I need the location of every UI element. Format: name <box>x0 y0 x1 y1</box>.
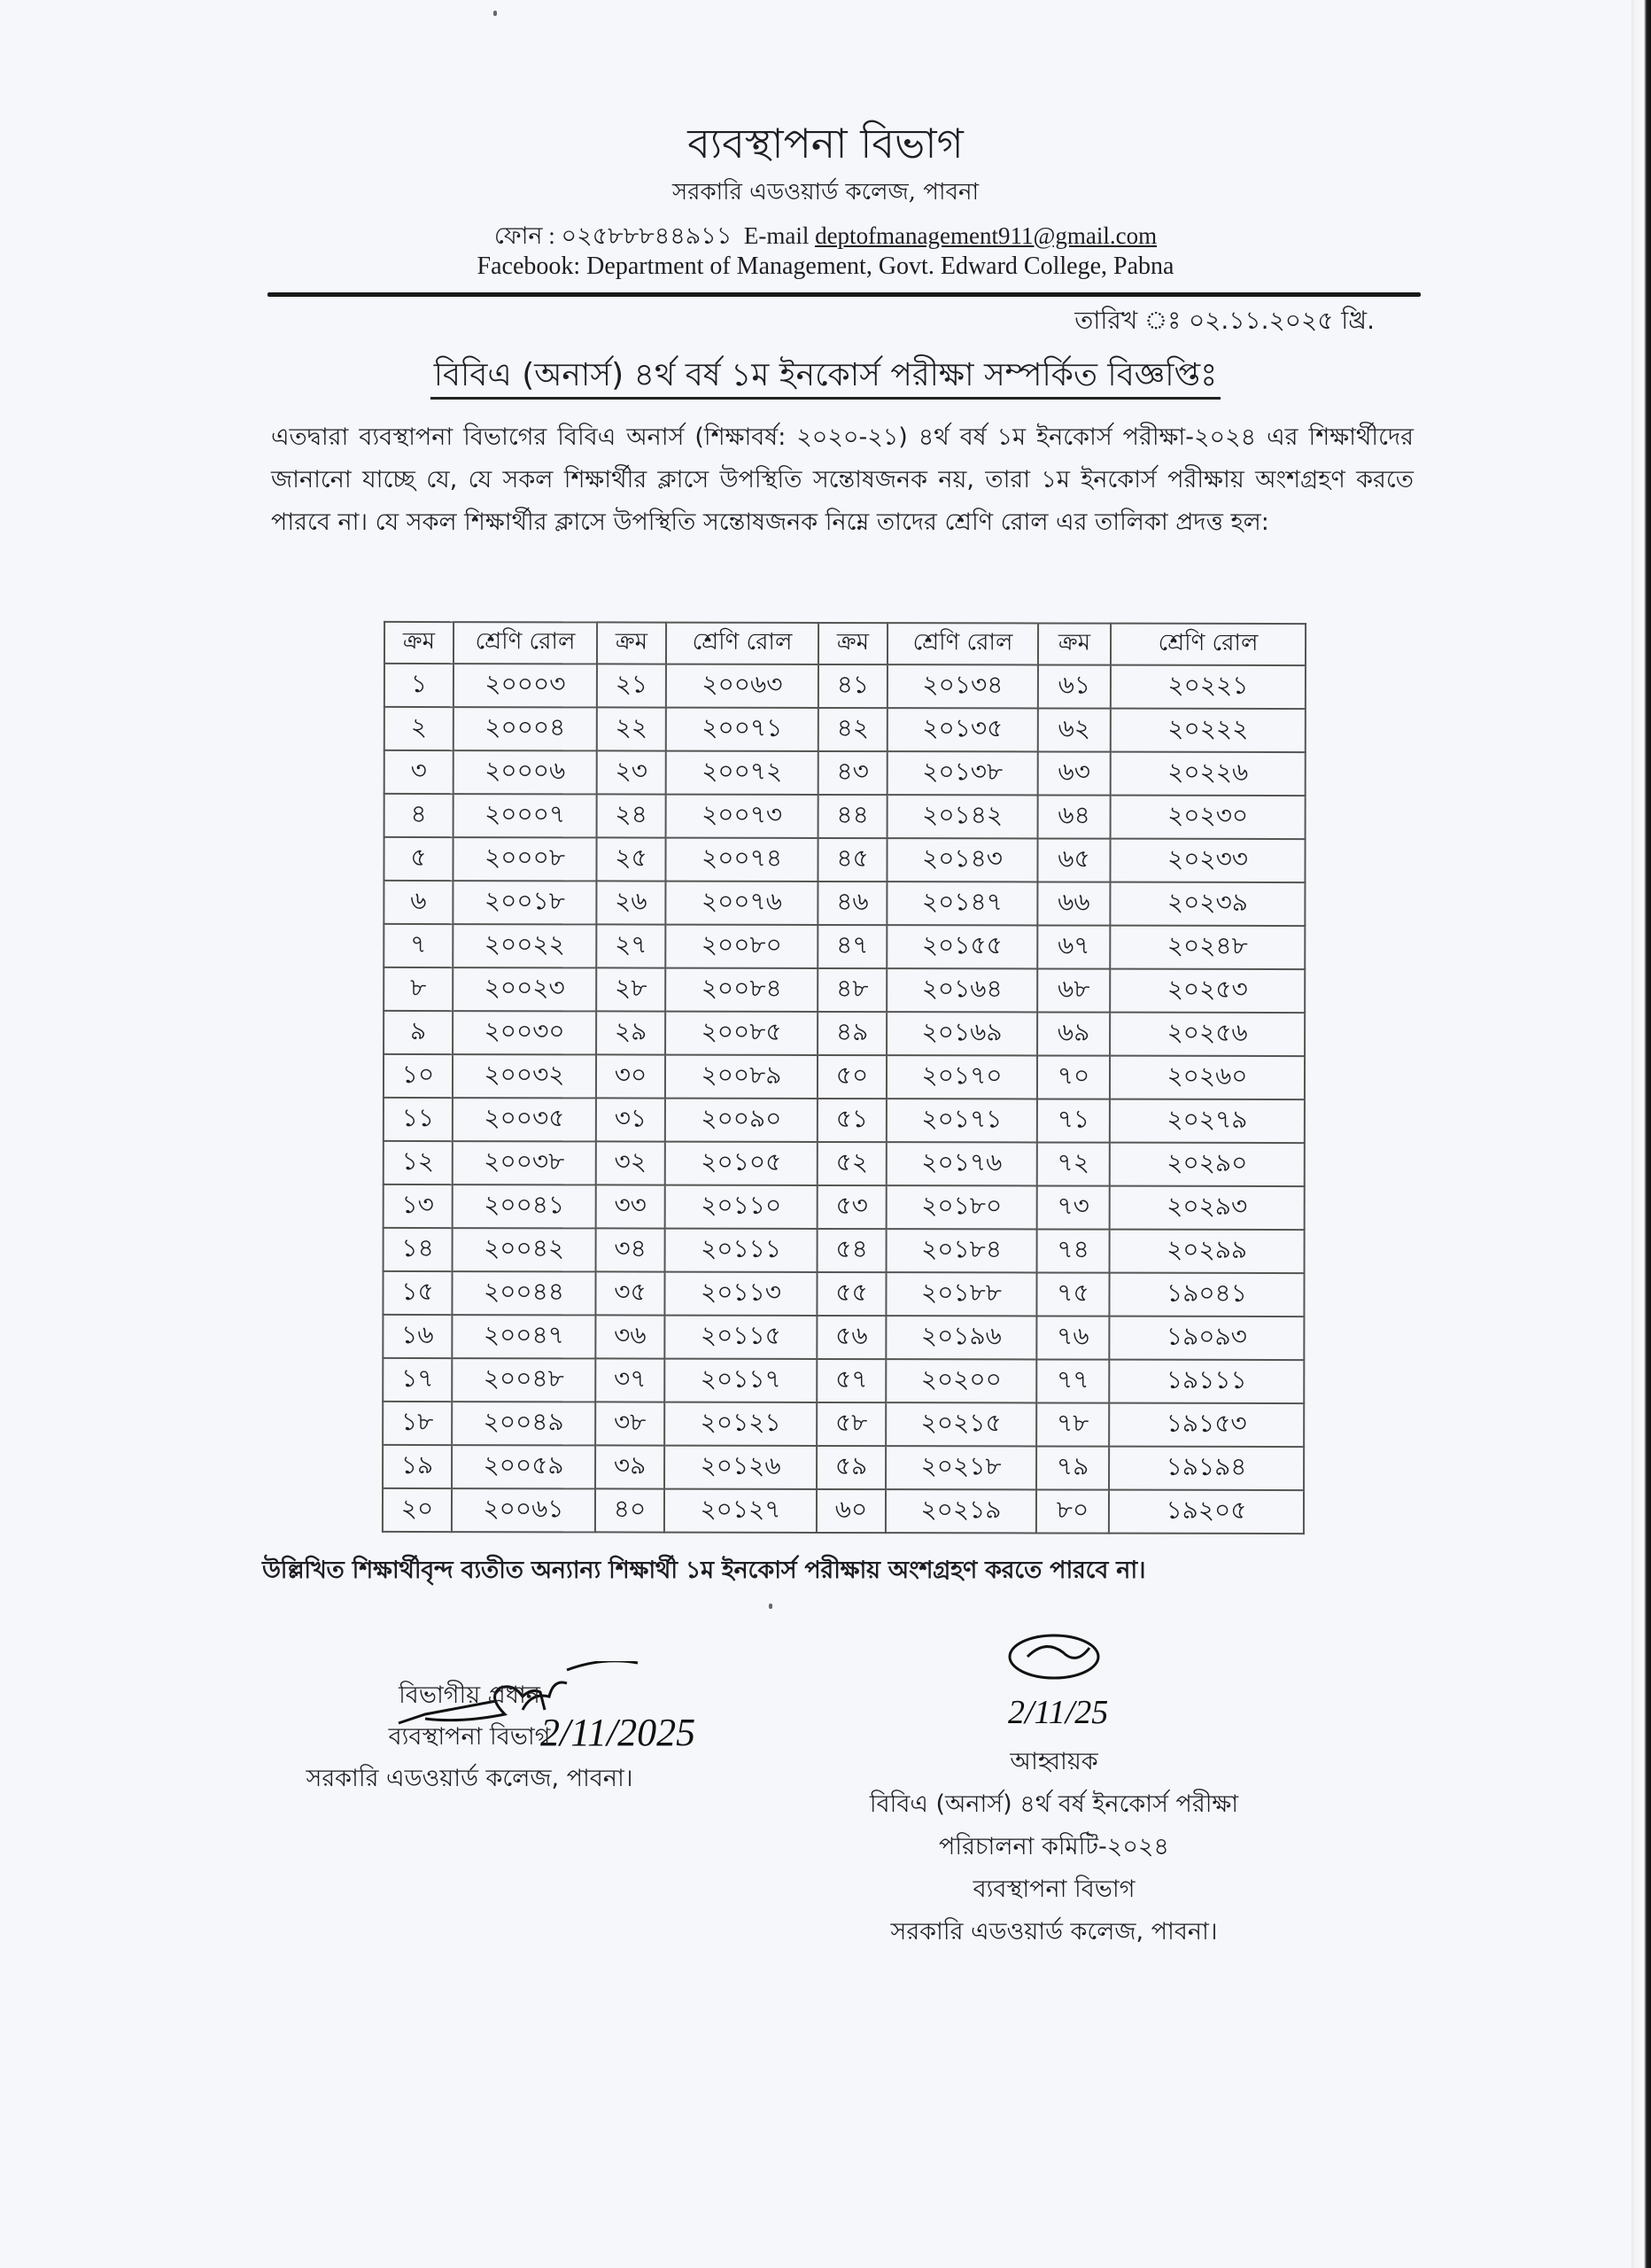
phone-number: ০২৫৮৮৮৪৪৯১১ <box>561 222 732 249</box>
header-roll: শ্রেণি রোল <box>453 622 597 664</box>
roll-cell: ২০২৯৯ <box>1110 1229 1305 1272</box>
serial-cell: ২৬ <box>596 881 665 924</box>
roll-cell: ২০০৪১ <box>453 1184 596 1228</box>
table-row <box>384 967 1305 1012</box>
roll-cell: ২০১৬৯ <box>887 1012 1037 1055</box>
roll-cell: ২০২৩০ <box>1111 795 1306 838</box>
serial-cell: ৪৯ <box>818 1011 887 1054</box>
serial-cell: ১১ <box>384 1097 453 1140</box>
table-row <box>383 1357 1304 1402</box>
roll-cell: ২০০৫৯ <box>452 1445 595 1488</box>
phone-label: ফোন : <box>493 222 562 249</box>
table-row <box>384 706 1306 751</box>
footnote: উল্লিখিত শিক্ষার্থীবৃন্দ ব্যতীত অন্যান্য শিক্ষার্থী ১ম ইনকোর্স পরীক্ষায় অংশগ্রহণ করতে পারবে না। <box>262 1557 1146 1584</box>
roll-cell: ২০০৪৪ <box>452 1271 595 1315</box>
sig-left-dept: ব্যবস্থাপনা বিভাগ <box>388 1723 551 1751</box>
serial-cell: ৫৭ <box>817 1358 886 1402</box>
roll-cell: ২০০৩৮ <box>453 1141 596 1184</box>
serial-cell: ৩৭ <box>595 1358 664 1402</box>
roll-cell: ২০১৩৫ <box>888 708 1038 751</box>
roll-cell: ২০০৪২ <box>453 1228 596 1271</box>
serial-cell: ২৫ <box>596 837 665 881</box>
notice-body: এতদ্বারা ব্যবস্থাপনা বিভাগের বিবিএ অনার্স (শিক্ষাবর্ষ: ২০২০-২১) ৪র্থ বর্ষ ১ম ইনকোর্স পরীক্ষা-২০২৪ এর শিক্ষার্থীদের জানানো যাচ্ছে যে, যে সকল শিক্ষার্থীর ক্লাসে উপস্থিতি সন্তোষজনক নয়, তারা ১ম ইনকোর্স পরীক্ষায় অংশগ্রহণ করতে পারবে না। যে সকল শিক্ষার্থীর ক্লাসে উপস্থিতি সন্তোষজনক নিম্নে তাদের শ্রেণি রোল এর তালিকা প্রদত্ত হল: <box>271 423 1414 536</box>
roll-cell: ২০২৭৯ <box>1110 1099 1305 1142</box>
roll-cell: ২০১৪৭ <box>887 882 1037 925</box>
serial-cell: ৩৩ <box>596 1184 665 1228</box>
serial-cell: ৬৬ <box>1037 882 1110 925</box>
roll-cell: ২০১৫৫ <box>887 925 1037 968</box>
serial-cell: ৬৮ <box>1037 968 1110 1012</box>
serial-cell: ৫ <box>384 836 453 880</box>
roll-cell: ২০১৮০ <box>887 1185 1037 1229</box>
table-row <box>383 1401 1304 1446</box>
roll-cell: ১৯০৯৩ <box>1109 1316 1304 1359</box>
table-row <box>384 880 1305 925</box>
serial-cell: ১৮ <box>383 1401 452 1444</box>
header-roll: শ্রেণি রোল <box>888 623 1038 664</box>
serial-cell: ৬৪ <box>1038 795 1111 838</box>
serial-cell: ৫৯ <box>817 1445 886 1488</box>
serial-cell: ২৪ <box>597 794 666 837</box>
sig-right-committee: বিবিএ (অনার্স) ৪র্থ বর্ষ ইনকোর্স পরীক্ষা <box>869 1790 1239 1818</box>
roll-cell: ২০১৩৮ <box>888 751 1038 795</box>
roll-cell: ২০০০৩ <box>453 664 597 707</box>
serial-cell: ৪৮ <box>818 967 887 1011</box>
serial-cell: ৪০ <box>595 1488 664 1532</box>
serial-cell: ৭৯ <box>1036 1446 1109 1489</box>
serial-cell: ৪৫ <box>818 837 887 881</box>
sig-left-title: বিভাগীয় প্রধান <box>399 1682 540 1709</box>
roll-cell: ২০০৭১ <box>666 707 818 750</box>
serial-cell: ১৫ <box>383 1270 452 1314</box>
roll-cell: ২০২৩৯ <box>1110 882 1305 925</box>
roll-cell: ২০১৮৮ <box>886 1272 1036 1316</box>
table-row <box>383 1487 1304 1533</box>
signature-block-left <box>266 1674 673 1799</box>
serial-cell: ১৬ <box>383 1314 452 1357</box>
notice-date: তারিখ ঃ ০২.১১.২০২৫ খ্রি. <box>1074 306 1375 335</box>
serial-cell: ৬৭ <box>1037 925 1110 968</box>
serial-cell: ৪ <box>384 793 453 836</box>
notice-title-text: বিবিএ (অনার্স) ৪র্থ বর্ষ ১ম ইনকোর্স পরীক্ষা সম্পর্কিত বিজ্ঞপ্তিঃ <box>430 357 1221 400</box>
roll-cell: ২০২৯৩ <box>1110 1185 1305 1229</box>
roll-cell: ২০২৫৬ <box>1110 1012 1305 1055</box>
serial-cell: ৪৬ <box>818 881 887 924</box>
roll-cell: ২০১১১ <box>665 1228 818 1271</box>
serial-cell: ৬ <box>384 880 453 923</box>
roll-cell: ২০০৭৪ <box>665 837 818 881</box>
roll-cell: ২০১২১ <box>664 1402 817 1445</box>
serial-cell: ১৯ <box>383 1444 452 1487</box>
table-row <box>384 923 1305 968</box>
roll-cell: ২০১৭১ <box>887 1099 1037 1142</box>
header-serial: ক্রম <box>597 622 666 664</box>
serial-cell: ৩৫ <box>595 1271 664 1315</box>
roll-cell: ২০১৪২ <box>888 795 1038 838</box>
serial-cell: ৫৫ <box>817 1271 886 1315</box>
serial-cell: ২৭ <box>596 924 665 967</box>
serial-cell: ৫০ <box>818 1054 887 1098</box>
roll-cell: ২০২১৯ <box>886 1489 1036 1533</box>
roll-cell: ২০১২৬ <box>664 1445 817 1488</box>
serial-cell: ৮ <box>384 967 453 1010</box>
table-row <box>384 1227 1305 1272</box>
serial-cell: ৩ <box>384 750 453 793</box>
serial-cell: ১৩ <box>384 1184 453 1227</box>
roll-cell: ২০০৮০ <box>665 924 818 967</box>
table-row <box>384 1140 1305 1185</box>
roll-cell: ২০২২৬ <box>1111 751 1306 795</box>
serial-cell: ১ <box>384 663 453 706</box>
serial-cell: ৬০ <box>817 1488 886 1532</box>
roll-cell: ২০১৭৬ <box>887 1142 1037 1185</box>
roll-cell: ২০০৭২ <box>666 750 818 794</box>
serial-cell: ১০ <box>384 1053 453 1097</box>
serial-cell: ৪২ <box>818 707 888 750</box>
email-label: E-mail <box>743 222 816 249</box>
serial-cell: ৩১ <box>596 1098 665 1141</box>
serial-cell: ৫৪ <box>818 1228 887 1271</box>
serial-cell: ২২ <box>597 707 666 750</box>
serial-cell: ৪৭ <box>818 924 887 967</box>
roll-cell: ২০০৮৯ <box>665 1054 818 1098</box>
sig-right-committee-name: পরিচালনা কমিটি-২০২৪ <box>939 1833 1169 1860</box>
serial-cell: ৫৬ <box>817 1315 886 1358</box>
roll-cell: ২০০০৭ <box>453 794 597 837</box>
table-row <box>384 1053 1305 1099</box>
serial-cell: ২০ <box>383 1487 452 1531</box>
roll-cell: ২০০৪৮ <box>452 1358 595 1402</box>
roll-cell: ২০২৬০ <box>1110 1055 1305 1099</box>
roll-cell: ২০১৯৬ <box>886 1316 1036 1359</box>
serial-cell: ৭৭ <box>1036 1359 1109 1402</box>
roll-cell: ২০০৮৪ <box>665 967 818 1011</box>
sig-right-title: আহ্বায়ক <box>1010 1748 1098 1775</box>
table-row <box>384 1010 1305 1055</box>
serial-cell: ২৩ <box>597 750 666 794</box>
header-serial: ক্রম <box>1038 623 1111 664</box>
serial-cell: ৫৮ <box>817 1402 886 1445</box>
college-name: সরকারি এডওয়ার্ড কলেজ, পাবনা <box>671 179 980 206</box>
signature-date-left: 2/11/2025 <box>540 1711 696 1750</box>
roll-cell: ১৯০৪১ <box>1109 1272 1304 1316</box>
roll-cell: ২০২১৫ <box>886 1402 1036 1446</box>
serial-cell: ৫৩ <box>818 1184 887 1228</box>
serial-cell: ৮০ <box>1036 1489 1109 1533</box>
serial-cell: ৬৯ <box>1037 1012 1110 1055</box>
roll-cell: ২০০৬১ <box>452 1488 595 1532</box>
roll-cell: ২০০৬৩ <box>666 664 818 707</box>
table-row <box>383 1270 1304 1316</box>
scan-speck <box>769 1604 772 1609</box>
signature-scribble-right <box>992 1630 1134 1736</box>
roll-cell: ২০২৫৩ <box>1110 968 1305 1012</box>
roll-cell: ২০২৪৮ <box>1110 925 1305 968</box>
serial-cell: ৭৩ <box>1037 1185 1110 1229</box>
roll-cell: ২০০২২ <box>453 924 596 967</box>
table-row <box>384 1097 1305 1142</box>
table-row <box>384 1184 1305 1229</box>
roll-cell: ২০১০৫ <box>665 1141 818 1184</box>
serial-cell: ৭২ <box>1037 1142 1110 1185</box>
roll-cell: ১৯২০৫ <box>1109 1489 1304 1533</box>
roll-cell: ২০১৪৩ <box>887 838 1037 882</box>
serial-cell: ৭৫ <box>1036 1272 1109 1316</box>
roll-cell: ২০১৭০ <box>887 1055 1037 1099</box>
roll-cell: ২০০৪৯ <box>452 1402 595 1445</box>
roll-cell: ২০০০৮ <box>453 837 596 881</box>
sig-right-college: সরকারি এডওয়ার্ড কলেজ, পাবনা। <box>890 1918 1218 1946</box>
serial-cell: ২৮ <box>596 967 665 1011</box>
table-header-row <box>384 622 1306 665</box>
table-row <box>384 663 1306 708</box>
serial-cell: ৩৯ <box>595 1445 664 1488</box>
roll-cell: ২০০৩৫ <box>453 1098 596 1141</box>
roll-cell: ২০০০৬ <box>453 750 597 794</box>
table-row <box>384 750 1306 795</box>
serial-cell: ৩০ <box>596 1054 665 1098</box>
facebook-line: Facebook: Department of Management, Govt. Edward College, Pabna <box>477 252 1174 280</box>
serial-cell: ৪৪ <box>818 794 888 837</box>
serial-cell: ৭৪ <box>1037 1229 1110 1272</box>
roll-cell: ২০২২১ <box>1111 664 1306 708</box>
roll-cell: ১৯১১১ <box>1109 1359 1304 1402</box>
serial-cell: ৭১ <box>1037 1099 1110 1142</box>
roll-cell: ২০১১০ <box>665 1184 818 1228</box>
sig-left-college: সরকারি এডওয়ার্ড কলেজ, পাবনা। <box>306 1765 633 1792</box>
serial-cell: ৭ <box>384 923 453 967</box>
roll-cell: ২০১৩৪ <box>888 664 1038 708</box>
serial-cell: ২ <box>384 706 453 750</box>
serial-cell: ১২ <box>384 1140 453 1184</box>
roll-cell: ২০১২৭ <box>664 1488 817 1532</box>
serial-cell: ৬২ <box>1038 708 1111 751</box>
roll-cell: ২০০০৪ <box>453 707 597 750</box>
signature-block-right <box>824 1741 1284 1953</box>
notice-title <box>0 351 1651 404</box>
serial-cell: ৭৮ <box>1036 1402 1109 1446</box>
roll-cell: ২০২১৮ <box>886 1446 1036 1489</box>
serial-cell: ৩৮ <box>595 1402 664 1445</box>
sig-right-dept: ব্যবস্থাপনা বিভাগ <box>973 1876 1136 1903</box>
serial-cell: ১৭ <box>383 1357 452 1401</box>
roll-cell: ২০১১৭ <box>664 1358 817 1402</box>
serial-cell: ৯ <box>384 1010 453 1053</box>
table-row <box>383 1444 1304 1489</box>
roll-cell: ২০২৯০ <box>1110 1142 1305 1185</box>
roll-cell: ২০০৯০ <box>665 1098 818 1141</box>
header-roll: শ্রেণি রোল <box>1111 624 1306 665</box>
department-title: ব্যবস্থাপনা বিভাগ <box>687 120 964 167</box>
serial-cell: ৩৬ <box>595 1315 664 1358</box>
serial-cell: ৬১ <box>1038 664 1111 708</box>
roll-cell: ২০২০০ <box>886 1359 1036 1402</box>
serial-cell: ৩২ <box>596 1141 665 1184</box>
roll-cell: ২০০৭৩ <box>666 794 818 837</box>
email-link[interactable]: deptofmanagement911@gmail.com <box>815 222 1158 249</box>
header-divider <box>267 292 1421 297</box>
roll-cell: ২০০৮৫ <box>665 1011 818 1054</box>
serial-cell: ২৯ <box>596 1011 665 1054</box>
header-serial: ক্রম <box>818 623 888 664</box>
serial-cell: ৭০ <box>1037 1055 1110 1099</box>
roll-cell: ২০২৩৩ <box>1110 838 1305 882</box>
scanner-edge <box>1632 0 1651 2268</box>
roll-cell: ২০১৮৪ <box>887 1229 1037 1272</box>
roll-cell: ২০০১৮ <box>453 881 596 924</box>
roll-cell: ২০০৭৬ <box>665 881 818 924</box>
roll-cell: ২০২২২ <box>1111 708 1306 751</box>
roll-cell: ১৯১৫৩ <box>1109 1402 1304 1446</box>
serial-cell: ৫২ <box>818 1141 887 1184</box>
table-row <box>384 836 1305 882</box>
header-roll: শ্রেণি রোল <box>666 623 818 664</box>
serial-cell: ৪৩ <box>818 750 888 794</box>
roll-cell: ২০১১৫ <box>664 1315 817 1358</box>
roll-cell: ১৯১৯৪ <box>1109 1446 1304 1489</box>
serial-cell: ৩৪ <box>596 1228 665 1271</box>
roll-cell: ২০১৬৪ <box>887 968 1037 1012</box>
roll-cell: ২০০৩২ <box>453 1054 596 1098</box>
serial-cell: ৭৬ <box>1036 1316 1109 1359</box>
roll-cell: ২০০২৩ <box>453 967 596 1011</box>
roll-cell: ২০০৪৭ <box>452 1315 595 1358</box>
roll-cell: ২০১১৩ <box>664 1271 817 1315</box>
serial-cell: ৪১ <box>818 664 888 707</box>
table-row <box>384 793 1306 838</box>
roll-cell: ২০০৩০ <box>453 1011 596 1054</box>
header-serial: ক্রম <box>384 622 453 664</box>
serial-cell: ১৪ <box>384 1227 453 1270</box>
serial-cell: ৬৫ <box>1037 838 1110 882</box>
serial-cell: ৬৩ <box>1038 751 1111 795</box>
serial-cell: ৫১ <box>818 1098 887 1141</box>
table-row <box>383 1314 1304 1359</box>
roll-table <box>382 621 1306 1534</box>
scan-speck <box>493 11 497 16</box>
signature-date-right: 2/11/25 <box>1008 1694 1109 1731</box>
serial-cell: ২১ <box>597 664 666 707</box>
